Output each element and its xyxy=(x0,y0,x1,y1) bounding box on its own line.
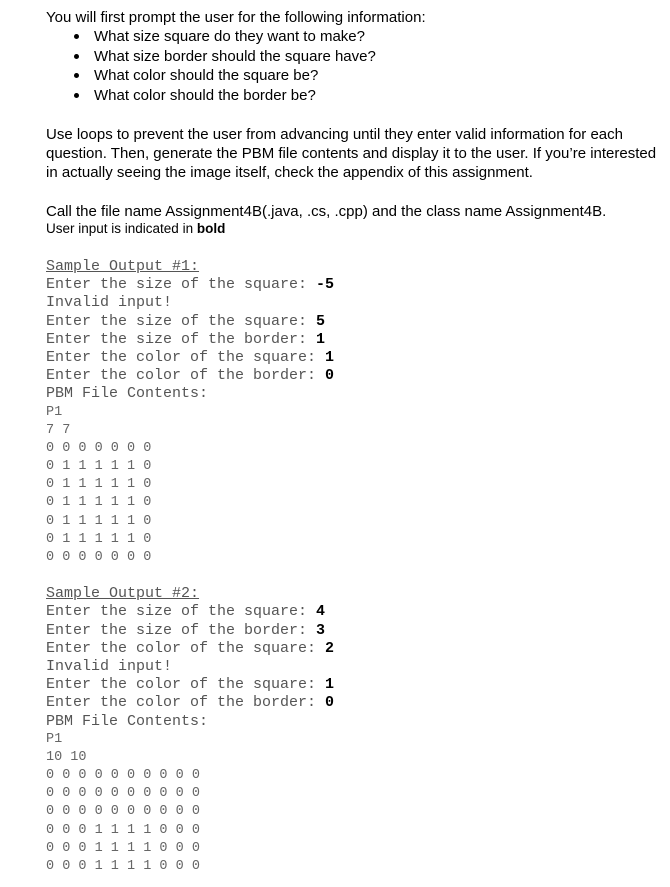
console-prompt: Enter the color of the border: xyxy=(46,694,326,712)
filename-note: Call the file name Assignment4B(.java, .cs, .cpp) and the class name Assignment4B. xyxy=(46,203,607,220)
pbm-line: P1 xyxy=(46,731,63,747)
intro-text: You will first prompt the user for the following information: xyxy=(46,9,426,26)
console-prompt: Enter the size of the square: xyxy=(46,312,317,330)
question-list xyxy=(46,27,670,105)
console-prompt: Enter the size of the border: xyxy=(46,621,317,639)
user-input: 2 xyxy=(325,639,335,657)
sample-output-1 xyxy=(46,258,670,567)
sample-output-2 xyxy=(46,585,670,876)
pbm-line: 0 0 0 0 0 0 0 0 0 0 xyxy=(46,768,200,784)
console-line xyxy=(46,349,670,367)
console-line xyxy=(46,640,670,658)
user-input: 1 xyxy=(316,330,326,348)
console-prompt: Enter the size of the square: xyxy=(46,276,317,294)
console-line xyxy=(46,713,670,731)
console-line xyxy=(46,694,670,712)
user-input-note-prefix: User input is indicated in xyxy=(46,221,197,236)
console-line xyxy=(46,385,670,403)
console-prompt: Invalid input! xyxy=(46,294,173,312)
user-input: 5 xyxy=(316,312,326,330)
pbm-line: 7 7 xyxy=(46,422,71,438)
pbm-line: 0 0 0 0 0 0 0 xyxy=(46,440,152,456)
pbm-line: 0 1 1 1 1 1 0 xyxy=(46,495,152,511)
console-prompt: Enter the color of the square: xyxy=(46,676,326,694)
console-prompt: Enter the size of the square: xyxy=(46,603,317,621)
console-line xyxy=(46,676,670,694)
question-item: What color should the border be? xyxy=(74,86,670,106)
console-line xyxy=(46,294,670,312)
pbm-line: 0 0 0 0 0 0 0 xyxy=(46,550,152,565)
pbm-line: 0 1 1 1 1 1 0 xyxy=(46,459,152,475)
user-input: 0 xyxy=(325,694,335,712)
user-input: 4 xyxy=(316,603,326,621)
question-item: What size border should the square have? xyxy=(74,47,670,67)
console-line xyxy=(46,658,670,676)
console-prompt: Enter the color of the square: xyxy=(46,348,326,366)
console-prompt: Enter the color of the square: xyxy=(46,639,326,657)
pbm-line: 0 0 0 0 0 0 0 0 0 0 xyxy=(46,786,200,802)
user-input: 1 xyxy=(325,676,335,694)
pbm-line: 0 0 0 1 1 1 1 0 0 0 xyxy=(46,822,200,838)
console-line xyxy=(46,622,670,640)
user-input-note-bold: bold xyxy=(196,221,226,236)
pbm-line: 0 1 1 1 1 1 0 xyxy=(46,513,152,529)
console-prompt: Enter the color of the border: xyxy=(46,367,326,385)
question-item: What color should the square be? xyxy=(74,66,670,86)
pbm-line: 10 10 xyxy=(46,749,87,765)
console-prompt: PBM File Contents: xyxy=(46,712,209,730)
console-line xyxy=(46,313,670,331)
user-input: -5 xyxy=(316,276,335,294)
pbm-line: 0 0 0 1 1 1 1 0 0 0 xyxy=(46,840,200,856)
console-line xyxy=(46,367,670,385)
user-input: 1 xyxy=(325,348,335,366)
instructions-text: Use loops to prevent the user from advancing until they enter valid information for each question. Then, generate the PBM file contents and display it to the user. If you’re interested in actually seeing the image itself, check the appendix of this assignment. xyxy=(46,126,657,181)
console-prompt: Enter the size of the border: xyxy=(46,330,317,348)
user-input: 3 xyxy=(316,621,326,639)
pbm-line: 0 1 1 1 1 1 0 xyxy=(46,531,152,547)
pbm-line: 0 1 1 1 1 1 0 xyxy=(46,477,152,493)
pbm-line: P1 xyxy=(46,404,63,420)
sample-header: Sample Output #1: xyxy=(46,258,200,275)
console-line xyxy=(46,276,670,294)
console-prompt: PBM File Contents: xyxy=(46,385,209,403)
console-line xyxy=(46,603,670,621)
user-input-note xyxy=(46,221,670,237)
question-item: What size square do they want to make? xyxy=(74,27,670,47)
sample-header: Sample Output #2: xyxy=(46,585,200,603)
pbm-line: 0 0 0 1 1 1 1 0 0 0 xyxy=(46,859,200,874)
user-input: 0 xyxy=(325,367,335,385)
pbm-line: 0 0 0 0 0 0 0 0 0 0 xyxy=(46,804,200,820)
console-prompt: Invalid input! xyxy=(46,657,173,675)
console-line xyxy=(46,331,670,349)
